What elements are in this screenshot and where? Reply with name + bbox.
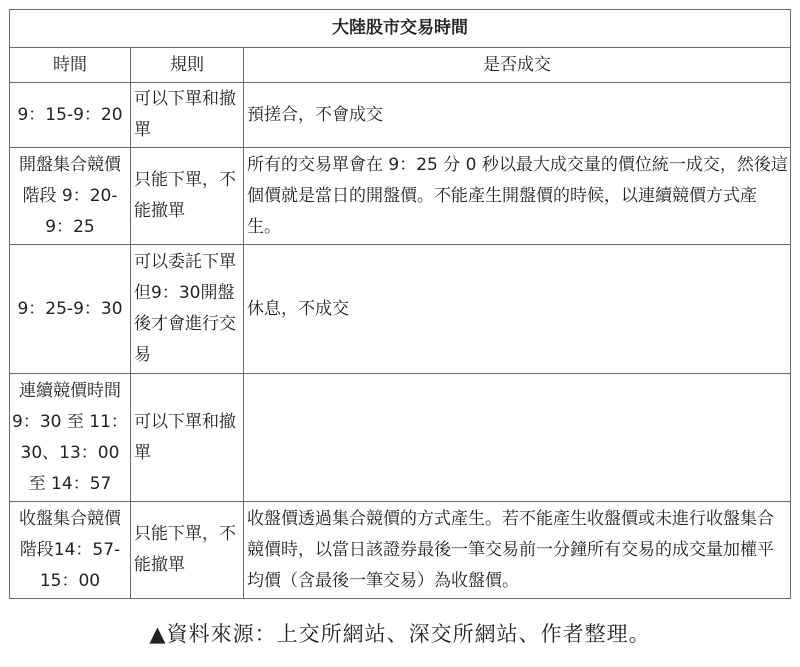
rule-cell: 只能下單，不能撤單	[131, 148, 244, 245]
header-rule: 規則	[131, 48, 244, 83]
source-note: ▲資料來源：上交所網站、深交所網站、作者整理。	[149, 622, 651, 646]
header-time: 時間	[10, 48, 131, 83]
rule-cell: 可以下單和撤單	[131, 374, 244, 502]
table-row	[10, 148, 791, 245]
time-cell: 連續競價時間9：30 至 11：30、13：00 至 14：57	[10, 374, 131, 502]
table-row	[10, 245, 791, 374]
time-cell: 9：15-9：20	[10, 83, 131, 148]
table-row	[10, 83, 791, 148]
trade-cell: 預搓合，不會成交	[244, 83, 791, 148]
rule-cell: 可以下單和撤單	[131, 83, 244, 148]
table-title: 大陸股市交易時間	[10, 10, 791, 48]
rule-cell: 只能下單，不能撤單	[131, 502, 244, 599]
trading-hours-table	[9, 9, 791, 599]
time-cell: 收盤集合競價階段14：57-15：00	[10, 502, 131, 599]
rule-cell: 可以委託下單但9：30開盤後才會進行交易	[131, 245, 244, 374]
table-row	[10, 502, 791, 599]
table-row	[10, 374, 791, 502]
header-trade: 是否成交	[244, 48, 791, 83]
trade-cell: 休息，不成交	[244, 245, 791, 374]
time-cell: 開盤集合競價階段 9：20-9：25	[10, 148, 131, 245]
trade-cell: 收盤價透過集合競價的方式產生。若不能產生收盤價或未進行收盤集合競價時，以當日該證券最後一筆交易前一分鐘所有交易的成交量加權平均價（含最後一筆交易）為收盤價。	[244, 502, 791, 599]
trade-cell: 所有的交易單會在 9：25 分 0 秒以最大成交量的價位統一成交，然後這個價就是當日的開盤價。不能產生開盤價的時候，以連續競價方式產生。	[244, 148, 791, 245]
trade-cell	[244, 374, 791, 502]
time-cell: 9：25-9：30	[10, 245, 131, 374]
